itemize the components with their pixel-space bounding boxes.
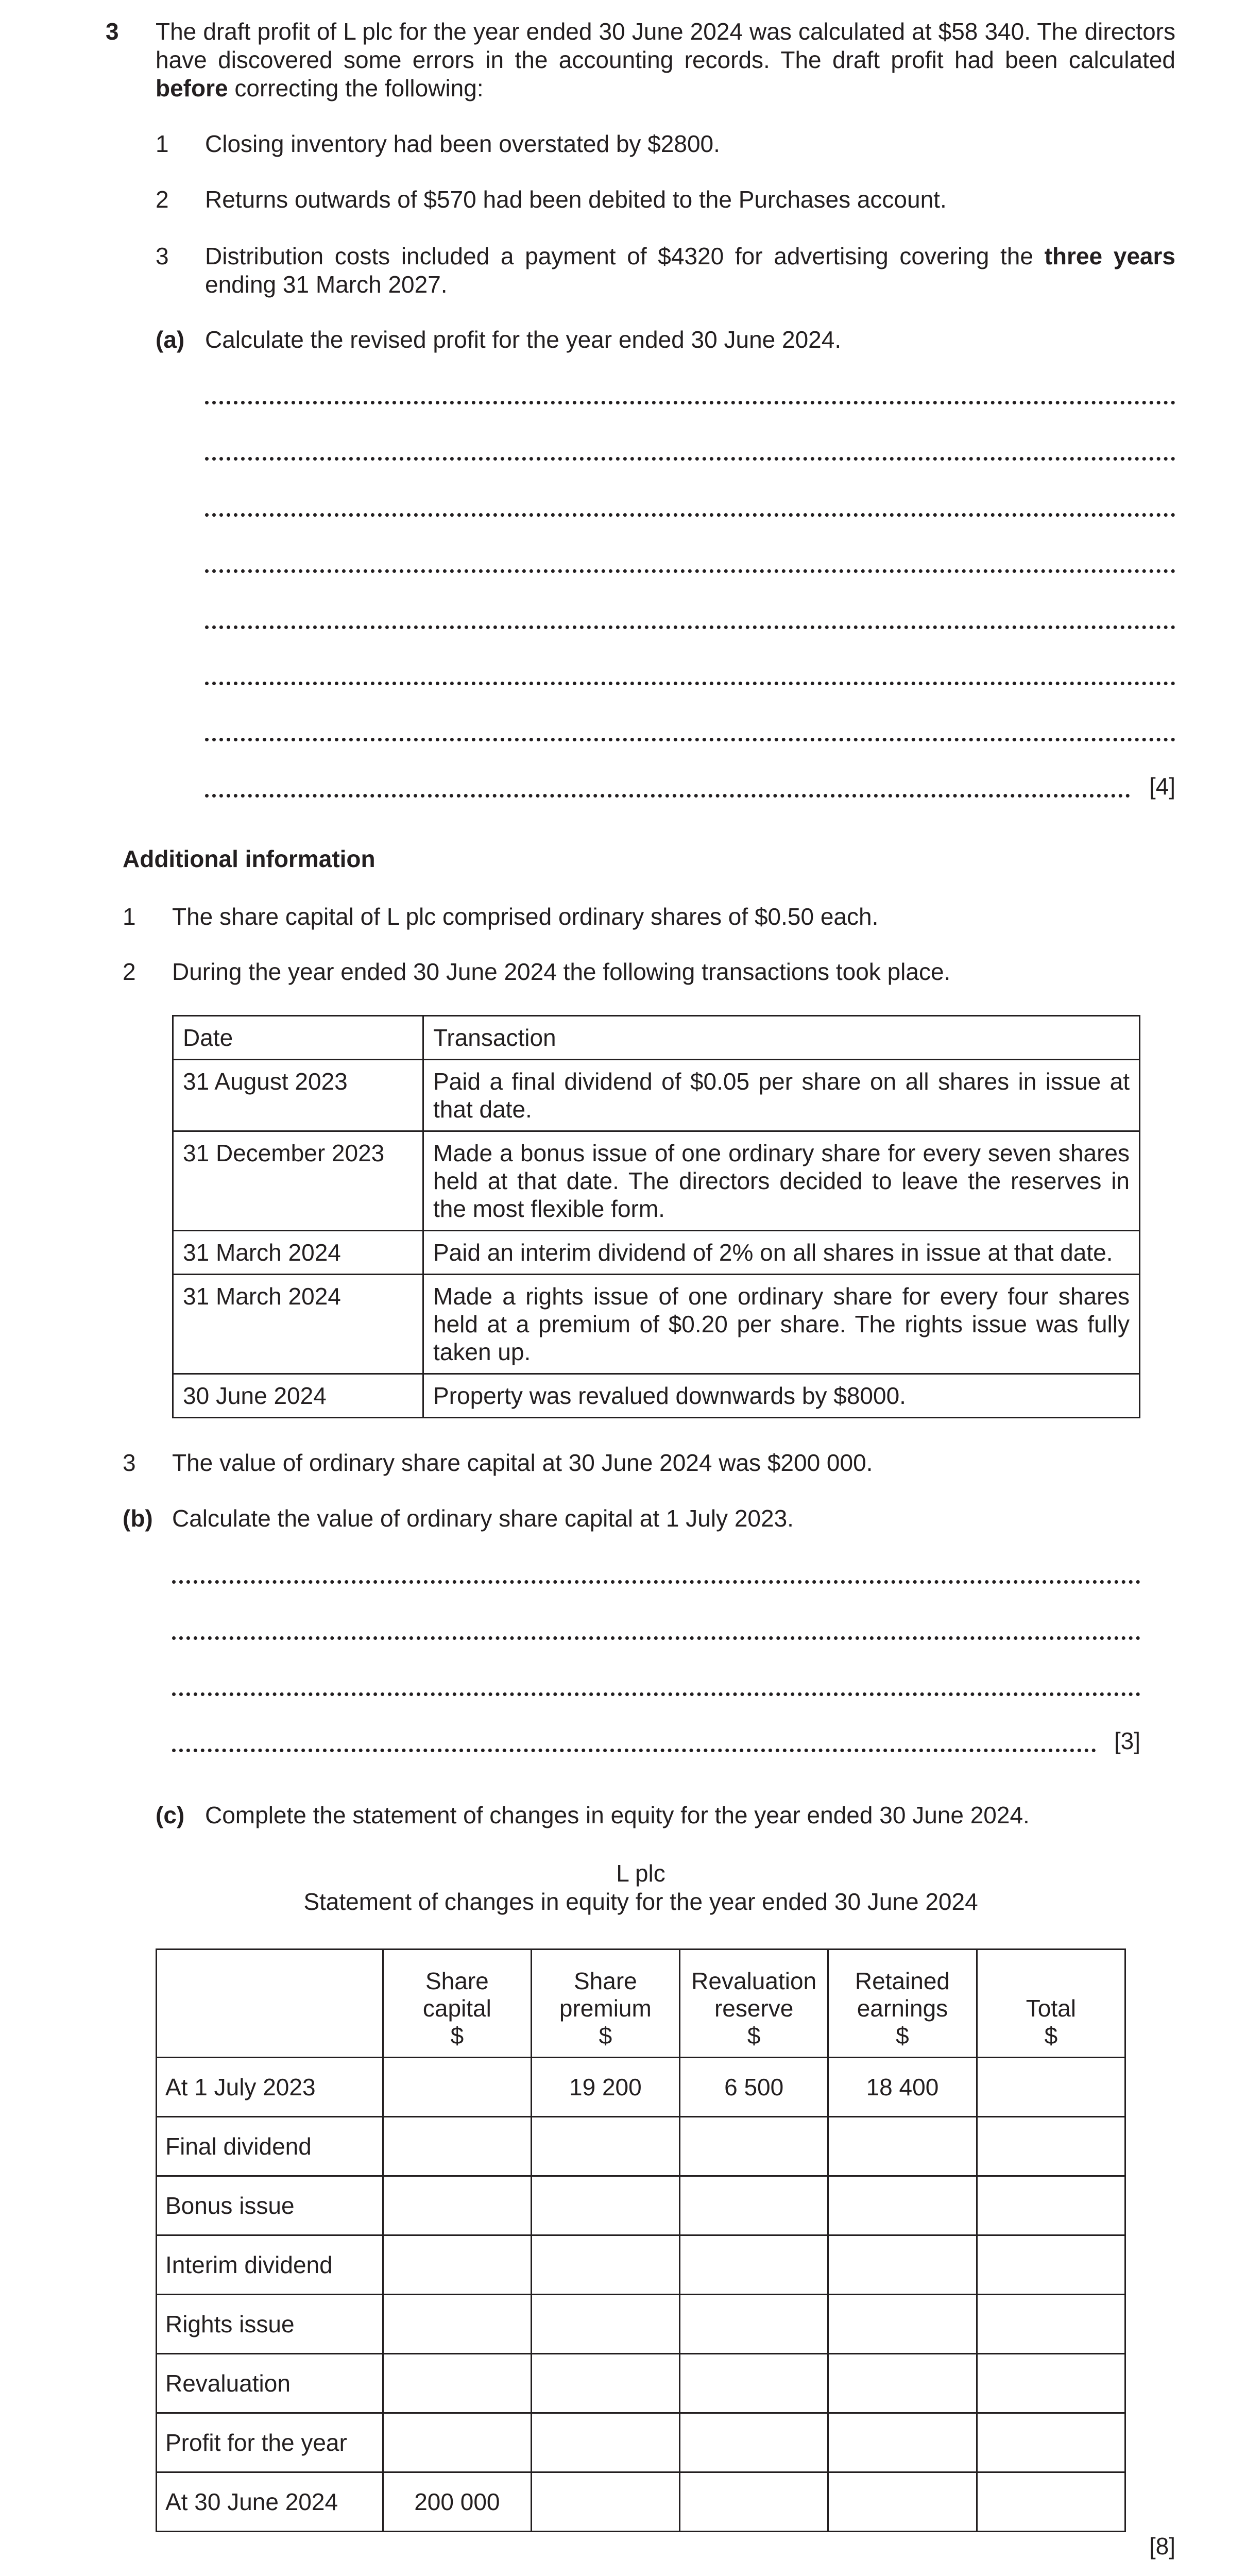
statement-cell[interactable] (383, 2413, 531, 2472)
part-b-marks: [3] (1114, 1727, 1140, 1754)
additional-text-2: During the year ended 30 June 2024 the following transactions took place. (172, 958, 951, 985)
answer-line-b1[interactable] (172, 1580, 1140, 1584)
part-a-text: Calculate the revised profit for the year ended 30 June 2024. (205, 326, 842, 353)
answer-line-a4[interactable] (205, 569, 1175, 573)
statement-cell[interactable] (680, 2472, 828, 2532)
statement-cell[interactable] (383, 2295, 531, 2354)
table-row (173, 1374, 1140, 1418)
error-text-3: Distribution costs included a payment of $4320 for advertising covering the three years ending 31 March 2027. (205, 243, 1175, 298)
statement-cell: 6 500 (680, 2058, 828, 2117)
statement-cell[interactable] (977, 2117, 1125, 2176)
statement-cell[interactable] (531, 2413, 680, 2472)
statement-cell[interactable] (383, 2235, 531, 2295)
transaction-date: 31 March 2024 (173, 1275, 423, 1374)
statement-cell[interactable] (828, 2354, 977, 2413)
header-revaluation-reserve: Revaluation reserve $ (680, 1950, 828, 2058)
statement-cell[interactable] (680, 2176, 828, 2235)
statement-cell[interactable] (977, 2472, 1125, 2532)
row-label: At 30 June 2024 (157, 2472, 383, 2532)
transaction-description: Made a bonus issue of one ordinary share for every seven shares held at that date. The directors decided to leave the reserves in the most flexible form. (423, 1131, 1140, 1231)
statement-cell[interactable] (828, 2472, 977, 2532)
additional-number-1: 1 (123, 903, 136, 930)
transaction-date: 31 December 2023 (173, 1131, 423, 1231)
answer-line-a6[interactable] (205, 682, 1175, 685)
table-row (157, 2117, 1125, 2176)
row-label: Final dividend (157, 2117, 383, 2176)
statement-cell[interactable] (828, 2295, 977, 2354)
answer-line-a2[interactable] (205, 457, 1175, 461)
header-transaction: Transaction (423, 1016, 1140, 1060)
statement-cell: 19 200 (531, 2058, 680, 2117)
answer-line-b4[interactable] (172, 1749, 1096, 1752)
transactions-header-row (173, 1016, 1140, 1060)
statement-cell[interactable] (531, 2117, 680, 2176)
error-number-1: 1 (156, 130, 169, 157)
statement-cell[interactable] (977, 2295, 1125, 2354)
answer-line-b2[interactable] (172, 1636, 1140, 1640)
statement-cell[interactable] (383, 2354, 531, 2413)
header-share-capital: Share capital $ (383, 1950, 531, 2058)
statement-cell[interactable] (977, 2176, 1125, 2235)
part-b-label: (b) (123, 1505, 153, 1532)
part-b-text: Calculate the value of ordinary share capital at 1 July 2023. (172, 1505, 794, 1532)
answer-line-a5[interactable] (205, 625, 1175, 629)
statement-cell[interactable] (531, 2354, 680, 2413)
transaction-date: 31 August 2023 (173, 1060, 423, 1131)
statement-cell[interactable] (383, 2058, 531, 2117)
statement-cell[interactable] (828, 2413, 977, 2472)
table-row (173, 1131, 1140, 1231)
additional-text-3: The value of ordinary share capital at 30 June 2024 was $200 000. (172, 1449, 873, 1476)
table-row (157, 2176, 1125, 2235)
statement-cell[interactable] (828, 2176, 977, 2235)
statement-cell[interactable] (828, 2117, 977, 2176)
statement-cell[interactable] (531, 2472, 680, 2532)
statement-cell[interactable] (680, 2235, 828, 2295)
row-label: Revaluation (157, 2354, 383, 2413)
statement-cell: 200 000 (383, 2472, 531, 2532)
statement-cell[interactable] (531, 2295, 680, 2354)
row-label: Interim dividend (157, 2235, 383, 2295)
transaction-description: Made a rights issue of one ordinary share for every four shares held at a premium of $0.20 per share. The rights issue was fully taken up. (423, 1275, 1140, 1374)
additional-number-2: 2 (123, 958, 136, 985)
part-a-label: (a) (156, 326, 185, 353)
error-text-1: Closing inventory had been overstated by $2800. (205, 130, 720, 157)
answer-line-a8[interactable] (205, 794, 1130, 798)
transaction-date: 30 June 2024 (173, 1374, 423, 1418)
transaction-date: 31 March 2024 (173, 1231, 423, 1275)
header-retained-earnings: Retained earnings $ (828, 1950, 977, 2058)
statement-cell[interactable] (977, 2413, 1125, 2472)
additional-number-3: 3 (123, 1449, 136, 1476)
transaction-description: Property was revalued downwards by $8000. (423, 1374, 1140, 1418)
table-row (157, 2413, 1125, 2472)
statement-cell[interactable] (828, 2235, 977, 2295)
statement-header-row (157, 1950, 1125, 2058)
row-label: Bonus issue (157, 2176, 383, 2235)
statement-cell[interactable] (977, 2235, 1125, 2295)
header-total: Total $ (977, 1950, 1125, 2058)
error-text-2: Returns outwards of $570 had been debited to the Purchases account. (205, 186, 947, 213)
statement-cell: 18 400 (828, 2058, 977, 2117)
row-label: At 1 July 2023 (157, 2058, 383, 2117)
table-row (157, 2472, 1125, 2532)
statement-cell[interactable] (680, 2354, 828, 2413)
transaction-description: Paid a final dividend of $0.05 per share on all shares in issue at that date. (423, 1060, 1140, 1131)
statement-cell[interactable] (383, 2176, 531, 2235)
statement-cell[interactable] (680, 2413, 828, 2472)
answer-line-b3[interactable] (172, 1692, 1140, 1696)
table-row (173, 1231, 1140, 1275)
answer-line-a7[interactable] (205, 738, 1175, 741)
statement-cell[interactable] (383, 2117, 531, 2176)
header-share-premium: Share premium $ (531, 1950, 680, 2058)
statement-cell[interactable] (531, 2235, 680, 2295)
table-row (173, 1275, 1140, 1374)
statement-cell[interactable] (531, 2176, 680, 2235)
error-number-3: 3 (156, 243, 169, 269)
question-intro: The draft profit of L plc for the year ended 30 June 2024 was calculated at $58 340. The directors have discovered some errors in the accounting records. The draft profit had been calculated before correcting the following: (156, 18, 1175, 101)
statement-title: Statement of changes in equity for the year ended 30 June 2024 (303, 1888, 978, 1915)
header-blank (157, 1950, 383, 2058)
error-number-2: 2 (156, 186, 169, 213)
question-number: 3 (106, 18, 119, 45)
answer-line-a1[interactable] (205, 401, 1175, 404)
part-c-marks: [8] (1149, 2533, 1175, 2560)
table-row (157, 2354, 1125, 2413)
statement-cell[interactable] (680, 2117, 828, 2176)
additional-text-1: The share capital of L plc comprised ordinary shares of $0.50 each. (172, 903, 879, 930)
table-row (157, 2235, 1125, 2295)
part-c-text: Complete the statement of changes in equity for the year ended 30 June 2024. (205, 1802, 1030, 1828)
statement-cell[interactable] (680, 2295, 828, 2354)
table-row (173, 1060, 1140, 1131)
additional-info-heading: Additional information (123, 845, 375, 872)
table-row (157, 2058, 1125, 2117)
equity-statement-table (156, 1948, 1126, 2532)
header-date: Date (173, 1016, 423, 1060)
part-c-label: (c) (156, 1802, 185, 1828)
row-label: Profit for the year (157, 2413, 383, 2472)
statement-cell[interactable] (977, 2354, 1125, 2413)
statement-cell[interactable] (977, 2058, 1125, 2117)
part-a-marks: [4] (1149, 773, 1175, 800)
row-label: Rights issue (157, 2295, 383, 2354)
transaction-description: Paid an interim dividend of 2% on all shares in issue at that date. (423, 1231, 1140, 1275)
transactions-table (172, 1015, 1140, 1418)
statement-company: L plc (616, 1860, 665, 1887)
table-row (157, 2295, 1125, 2354)
answer-line-a3[interactable] (205, 513, 1175, 517)
